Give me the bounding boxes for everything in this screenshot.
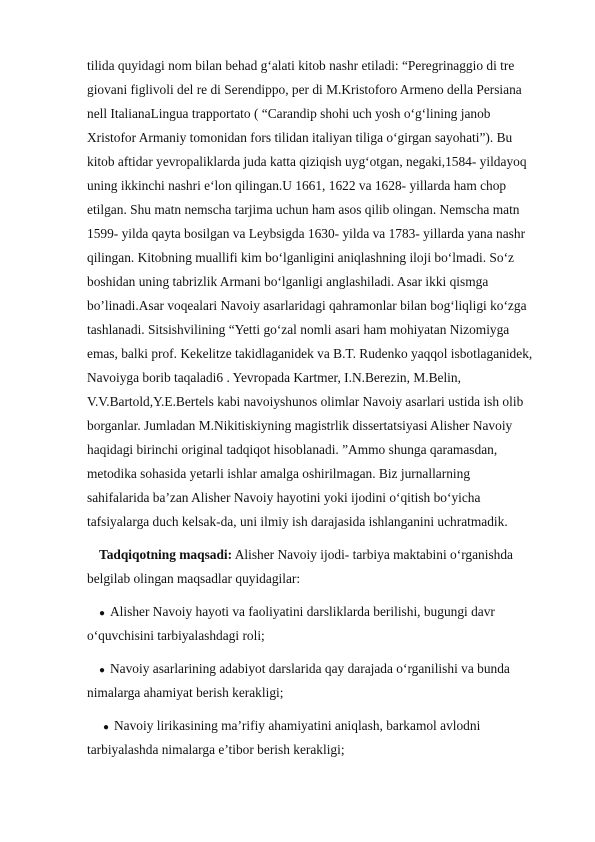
list-item-text: o‘quvchisini tarbiyalashdagi roli;: [87, 628, 265, 643]
list-item: [99, 604, 495, 622]
purpose-paragraph: [99, 547, 513, 563]
list-item-text: tarbiyalashda nimalarga e’tibor berish kerakligi;: [87, 742, 345, 757]
list-item: [99, 661, 510, 679]
body-text-line: Navoiyga borib taqaladi6 . Yevropada Kartmer, I.N.Berezin, M.Belin,: [87, 370, 461, 385]
list-item-text: Alisher Navoiy hayoti va faoliyatini darsliklarda berilishi, bugungi davr: [110, 604, 495, 619]
body-text-line: kitob aftidar yevropaliklarda juda katta qiziqish uyg‘otgan, negaki,1584- yildayoq: [87, 154, 527, 169]
body-text-line: qilingan. Kitobning muallifi kim bo‘lganligini aniqlashning iloji bo‘lmadi. So‘z: [87, 250, 514, 265]
body-text-line: emas, balki prof. Kekelitze takidlaganidek va B.T. Rudenko yaqqol isbotlaganidek,: [87, 346, 533, 361]
bullet-icon: ●: [99, 608, 106, 619]
body-text-line: sahifalarida ba’zan Alisher Navoiy hayotini yoki ijodini o‘qitish bo‘yicha: [87, 490, 481, 505]
bullet-icon: ●: [99, 665, 106, 676]
body-text-line: tashlanadi. Sitsishvilining “Yetti go‘zal nomli asari ham mohiyatan Nizomiyga: [87, 322, 510, 337]
list-item-text: Navoiy lirikasining ma’rifiy ahamiyatini aniqlash, barkamol avlodni: [114, 718, 481, 733]
body-text-line: haqidagi birinchi original tadqiqot hisoblanadi. ”Ammo shunga qaramasdan,: [87, 442, 498, 457]
body-text-line: Xristofor Armaniy tomonidan fors tilidan italiyan tiliga o‘girgan sayohati”). Bu: [87, 130, 513, 145]
body-text-line: metodika sohasida yetarli ishlar amalga oshirilmagan. Biz jurnallarning: [87, 466, 471, 481]
list-item: [103, 718, 480, 736]
body-text-line: borganlar. Jumladan M.Nikitiskiyning magistrlik dissertatsiyasi Alisher Navoiy: [87, 418, 513, 433]
body-text-line: V.V.Bartold,Y.E.Bertels kabi navoiyshunos olimlar Navoiy asarlari ustida ish olib: [87, 394, 524, 409]
body-text-line: tafsiyalarga duch kelsak-da, uni ilmiy ish darajasida ishlanganini uchratmadik.: [87, 514, 508, 529]
body-text-line: belgilab olingan maqsadlar quyidagilar:: [87, 571, 301, 586]
purpose-text: Alisher Navoiy ijodi- tarbiya maktabini o‘rganishda: [232, 547, 514, 562]
body-text-line: giovani figlivoli del re di Serendippo, per di M.Kristoforo Armeno della Persiana: [87, 82, 522, 97]
body-text-line: uning ikkinchi nashri e‘lon qilingan.U 1661, 1622 va 1628- yillarda ham chop: [87, 178, 507, 193]
purpose-heading: Tadqiqotning maqsadi:: [99, 547, 233, 562]
bullet-icon: ●: [103, 722, 110, 733]
body-text-line: tilida quyidagi nom bilan behad g‘alati kitob nashr etiladi: “Peregrinaggio di tre: [87, 58, 515, 73]
body-text-line: nell ItalianaLingua trapportato ( “Carandip shohi uch yosh o‘g‘lining janob: [87, 106, 491, 121]
body-text-line: etilgan. Shu matn nemscha tarjima uchun ham asos qilib olingan. Nemscha matn: [87, 202, 520, 217]
list-item-text: nimalarga ahamiyat berish kerakligi;: [87, 685, 284, 700]
list-item-text: Navoiy asarlarining adabiyot darslarida qay darajada o‘rganilishi va bunda: [110, 661, 510, 676]
body-text-line: bo’linadi.Asar voqealari Navoiy asarlaridagi qahramonlar bilan bog‘liqligi ko‘zga: [87, 298, 527, 313]
body-text-line: 1599- yilda qayta bosilgan va Leybsigda 1630- yilda va 1783- yillarda yana nashr: [87, 226, 526, 241]
body-text-line: boshidan uning tabrizlik Armani bo‘lganligi anglashiladi. Asar ikki qismga: [87, 274, 489, 289]
